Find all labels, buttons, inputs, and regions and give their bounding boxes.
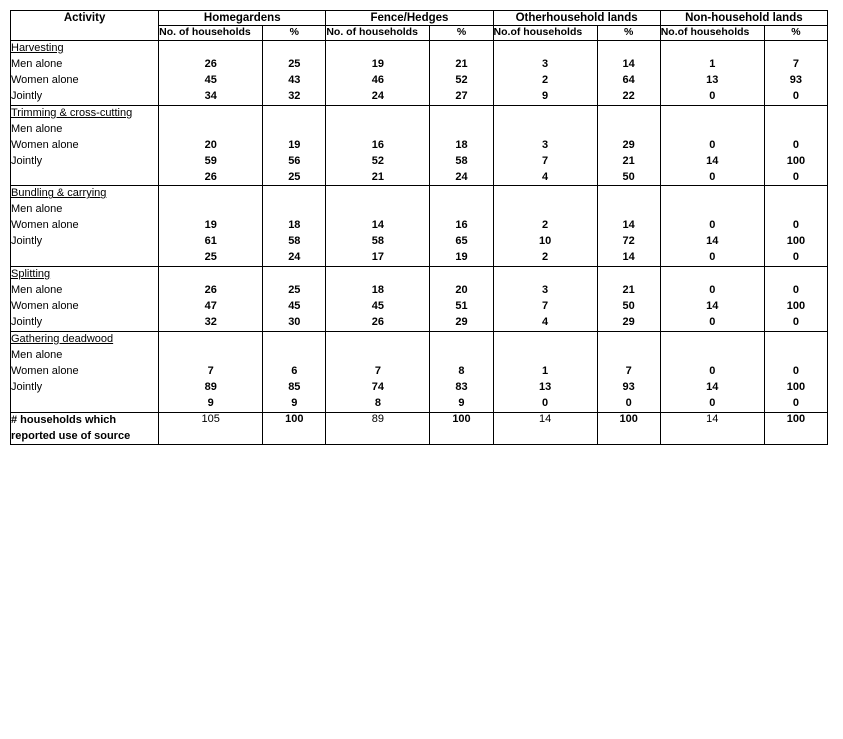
total-fence-num: 89 [326,412,430,445]
values-gathering-nonhh-num: 0 14 0 [660,331,764,412]
values-harvesting-homegardens-pct: 25 43 32 [263,41,326,106]
values-trimming-nonhh-pct: 0 100 0 [764,105,827,186]
total-homegardens-pct: 100 [263,412,326,445]
values-trimming-nonhh-num: 0 14 0 [660,105,764,186]
values-bundling-fence-pct: 16 65 19 [430,186,493,267]
activity-title: Trimming & cross-cutting [11,106,133,119]
header-sub-other-households: No.of households [493,26,597,41]
values-gathering-other-num: 1 13 0 [493,331,597,412]
values-trimming-other-num: 3 7 4 [493,105,597,186]
header-sub-fence-households: No. of households [326,26,430,41]
activity-row-jointly: Jointly [11,380,43,393]
header-group-fence-hedges: Fence/Hedges [326,11,493,26]
values-bundling-homegardens-pct: 18 58 24 [263,186,326,267]
header-sub-nonhh-percent: % [764,26,827,41]
activity-row-women-alone: Women alone [11,73,79,86]
total-other-num: 14 [493,412,597,445]
values-gathering-homegardens-num: 7 89 9 [159,331,263,412]
activity-row-men-alone: Men alone [11,57,63,70]
values-harvesting-other-num: 3 2 9 [493,41,597,106]
activity-cell-splitting [11,267,159,332]
header-sub-nonhh-households: No.of households [660,26,764,41]
values-gathering-homegardens-pct: 6 85 9 [263,331,326,412]
table-total-row [11,412,828,445]
table-row [11,41,828,106]
activity-cell-gathering-deadwood [11,331,159,412]
values-bundling-homegardens-num: 19 61 25 [159,186,263,267]
header-group-homegardens: Homegardens [159,11,326,26]
values-gathering-fence-num: 7 74 8 [326,331,430,412]
values-harvesting-nonhh-num: 1 13 0 [660,41,764,106]
values-splitting-nonhh-num: 0 14 0 [660,267,764,332]
activity-row-women-alone: Women alone [11,219,79,232]
values-harvesting-fence-num: 19 46 24 [326,41,430,106]
table-body [11,41,828,445]
activity-title: Harvesting [11,42,64,55]
activity-row-men-alone: Men alone [11,122,63,135]
values-trimming-fence-num: 16 52 21 [326,105,430,186]
header-sub-homegardens-households: No. of households [159,26,263,41]
values-harvesting-fence-pct: 21 52 27 [430,41,493,106]
values-splitting-fence-num: 18 45 26 [326,267,430,332]
table-row [11,331,828,412]
table-head [11,11,828,41]
header-sub-fence-percent: % [430,26,493,41]
header-sub-homegardens-percent: % [263,26,326,41]
values-gathering-other-pct: 7 93 0 [597,331,660,412]
values-bundling-fence-num: 14 58 17 [326,186,430,267]
activity-title: Splitting [11,268,51,281]
total-other-pct: 100 [597,412,660,445]
values-bundling-nonhh-num: 0 14 0 [660,186,764,267]
values-bundling-nonhh-pct: 0 100 0 [764,186,827,267]
table-row [11,186,828,267]
values-bundling-other-num: 2 10 2 [493,186,597,267]
header-activity: Activity [11,11,159,41]
activity-row-men-alone: Men alone [11,348,63,361]
values-splitting-other-num: 3 7 4 [493,267,597,332]
activity-cell-trimming-cross-cutting [11,105,159,186]
fuelwood-activity-table [10,10,828,445]
total-nonhh-num: 14 [660,412,764,445]
values-trimming-homegardens-num: 20 59 26 [159,105,263,186]
activity-title: Gathering deadwood [11,332,114,345]
values-trimming-other-pct: 29 21 50 [597,105,660,186]
values-harvesting-nonhh-pct: 7 93 0 [764,41,827,106]
header-group-row [11,11,828,26]
activity-row-jointly: Jointly [11,89,43,102]
values-trimming-homegardens-pct: 19 56 25 [263,105,326,186]
table-row [11,105,828,186]
total-fence-pct: 100 [430,412,493,445]
values-gathering-nonhh-pct: 0 100 0 [764,331,827,412]
values-splitting-other-pct: 21 50 29 [597,267,660,332]
total-homegardens-num: 105 [159,412,263,445]
values-trimming-fence-pct: 18 58 24 [430,105,493,186]
activity-cell-harvesting [11,41,159,106]
activity-row-women-alone: Women alone [11,364,79,377]
values-harvesting-other-pct: 14 64 22 [597,41,660,106]
values-gathering-fence-pct: 8 83 9 [430,331,493,412]
table-row [11,267,828,332]
activity-row-women-alone: Women alone [11,300,79,313]
activity-row-jointly: Jointly [11,315,43,328]
activity-title: Bundling & carrying [11,187,107,200]
activity-cell-bundling-carrying [11,186,159,267]
header-group-other-household-lands: Otherhousehold lands [493,11,660,26]
activity-row-men-alone: Men alone [11,284,63,297]
values-splitting-homegardens-num: 26 47 32 [159,267,263,332]
activity-row-women-alone: Women alone [11,138,79,151]
activity-row-jointly: Jointly [11,235,43,248]
activity-row-men-alone: Men alone [11,203,63,216]
values-splitting-nonhh-pct: 0 100 0 [764,267,827,332]
values-harvesting-homegardens-num: 26 45 34 [159,41,263,106]
values-splitting-fence-pct: 20 51 29 [430,267,493,332]
total-nonhh-pct: 100 [764,412,827,445]
values-splitting-homegardens-pct: 25 45 30 [263,267,326,332]
header-group-non-household-lands: Non-household lands [660,11,827,26]
total-label: # households which reported use of source [11,412,159,445]
values-bundling-other-pct: 14 72 14 [597,186,660,267]
activity-row-jointly: Jointly [11,154,43,167]
header-sub-other-percent: % [597,26,660,41]
